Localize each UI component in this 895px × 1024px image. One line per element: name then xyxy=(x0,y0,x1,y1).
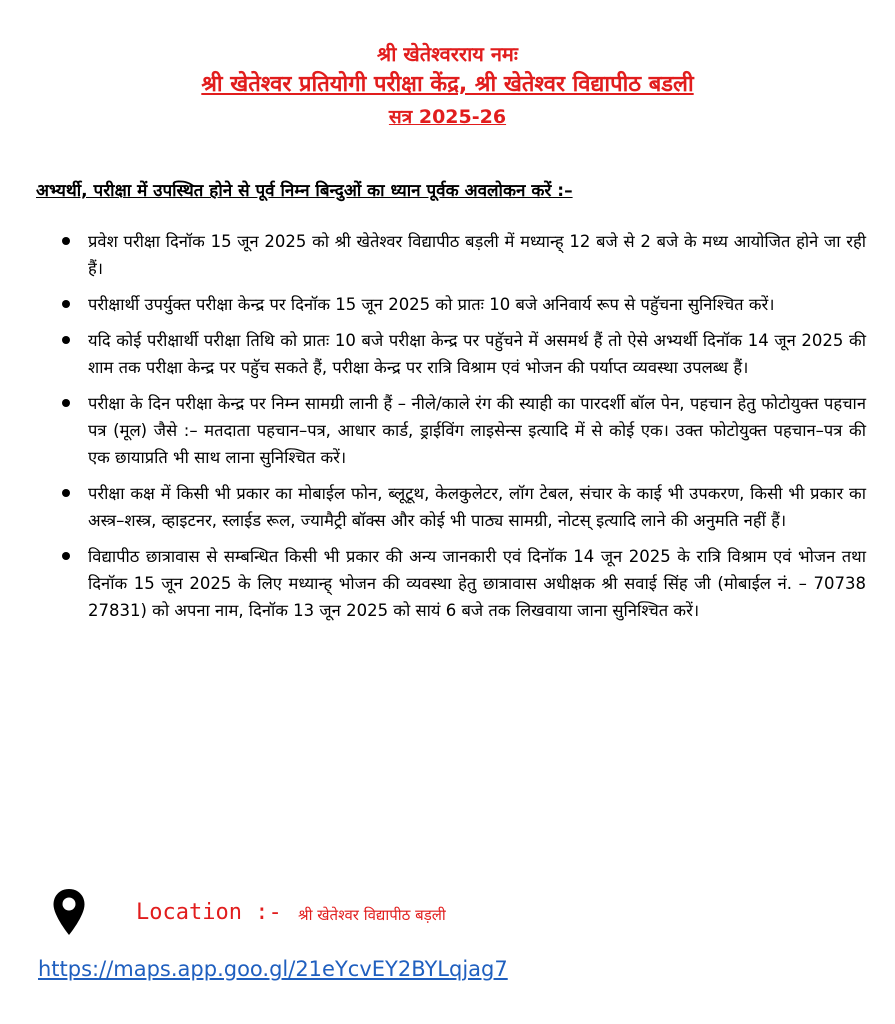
bullet-icon xyxy=(62,489,70,497)
bullet-icon xyxy=(62,300,70,308)
location-row xyxy=(52,888,852,938)
instruction-list xyxy=(58,228,866,633)
location-label: Location :- xyxy=(136,900,282,925)
list-item xyxy=(58,291,866,318)
session-title: सत्र 2025-26 xyxy=(388,106,507,128)
point-text: परीक्षार्थी उपर्युक्त परीक्षा केन्द्र पर दिनॉक 15 जून 2025 को प्रातः 10 बजे अनिवार्य रूप से पहुॅचना सुनिश्चित करें। xyxy=(88,295,775,314)
institute-title: श्री खेतेश्वर प्रतियोगी परीक्षा केंद्र, श्री खेतेश्वर विद्यापीठ बडली xyxy=(201,72,694,97)
list-item xyxy=(58,327,866,381)
map-link[interactable]: https://maps.app.goo.gl/21eYcvEY2BYLqjag7 xyxy=(38,957,508,981)
document-header xyxy=(0,40,895,132)
list-item xyxy=(58,228,866,282)
instructions-heading: अभ्यर्थी, परीक्षा में उपस्थित होने से पूर्व निम्न बिन्दुओं का ध्यान पूर्वक अवलोकन करें :– xyxy=(36,181,573,201)
invocation-title: श्री खेतेश्वरराय नमः xyxy=(377,42,518,66)
bullet-icon xyxy=(62,237,70,245)
list-item xyxy=(58,543,866,624)
location-place: श्री खेतेश्वर विद्यापीठ बड़ली xyxy=(298,906,446,924)
bullet-icon xyxy=(62,552,70,560)
list-item xyxy=(58,480,866,534)
bullet-icon xyxy=(62,399,70,407)
list-item xyxy=(58,390,866,471)
point-text: परीक्षा कक्ष में किसी भी प्रकार का मोबाईल फोन, ब्लूटूथ, केलकुलेटर, लॉग टेबल, संचार के काई भी उपकरण, किसी भी प्रकार का अस्त्र–शस्त्र, व्हाइटनर, स्लाईड रूल, ज्यामैट्री बॉक्स और कोई भी पाठ्य सामग्री, नोटस् इत्यादि लाने की अनुमति नहीं हैं। xyxy=(88,484,866,530)
point-text: यदि कोई परीक्षार्थी परीक्षा तिथि को प्रातः 10 बजे परीक्षा केन्द्र पर पहुॅचने में असमर्थ हैं तो ऐसे अभ्यर्थी दिनॉक 14 जून 2025 की शाम तक परीक्षा केन्द्र पर पहुॅच सकते हैं, परीक्षा केन्द्र पर रात्रि विश्राम एवं भोजन की पर्याप्त व्यवस्था उपलब्ध हैं। xyxy=(88,331,866,377)
point-text: परीक्षा के दिन परीक्षा केन्द्र पर निम्न सामग्री लानी हैं – नीले/काले रंग की स्याही का पारदर्शी बॉल पेन, पहचान हेतु फोटोयुक्त पहचान पत्र (मूल) जैसे :– मतदाता पहचान–पत्र, आधार कार्ड, ड्राईविंग लाइसेन्स इत्यादि में से कोई एक। उक्त फोटोयुक्त पहचान–पत्र की एक छायाप्रति भी साथ लाना सुनिश्चित करें। xyxy=(88,394,866,467)
bullet-icon xyxy=(62,336,70,344)
point-text: प्रवेश परीक्षा दिनॉक 15 जून 2025 को श्री खेतेश्वर विद्यापीठ बड़ली में मध्यान्ह् 12 बजे से 2 बजे के मध्य आयोजित होने जा रही हैं। xyxy=(88,232,866,278)
map-pin-icon xyxy=(52,888,86,936)
point-text: विद्यापीठ छात्रावास से सम्बन्धित किसी भी प्रकार की अन्य जानकारी एवं दिनॉक 14 जून 2025 के रात्रि विश्राम एवं भोजन तथा दिनॉक 15 जून 2025 के लिए मध्यान्ह् भोजन की व्यवस्था हेतु छात्रावास अधीक्षक श्री सवाई सिंह जी (मोबाईल नं. – 70738 27831) को अपना नाम, दिनॉक 13 जून 2025 को सायं 6 बजे तक लिखवाया जाना सुनिश्चित करें। xyxy=(88,547,866,620)
